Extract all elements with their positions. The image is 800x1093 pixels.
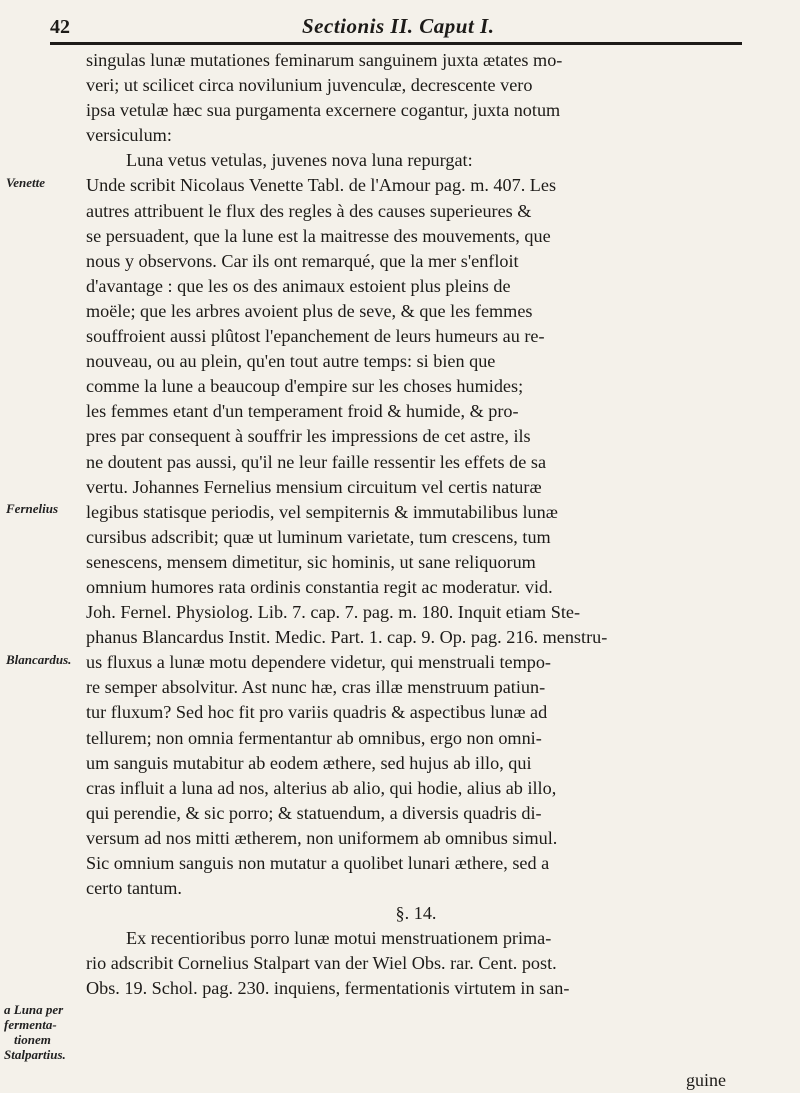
margin-note-blancardus: Blancardus.	[6, 652, 72, 667]
text-line: Sic omnium sanguis non mutatur a quolibet lunari æthere, sed a	[86, 853, 550, 873]
catchword: guine	[686, 1070, 726, 1090]
text-line: Obs. 19. Schol. pag. 230. inquiens, fermentationis virtutem in san-	[86, 978, 570, 999]
text-line: versiculum:	[86, 125, 172, 146]
text-line: phanus Blancardus Instit. Medic. Part. 1. cap. 9. Op. pag. 216. menstru-	[86, 627, 608, 648]
text-line: autres attribuent le flux des regles à des causes superieures &	[86, 200, 532, 221]
text-line: pres par consequent à souffrir les impressions de cet astre, ils	[86, 426, 531, 447]
text-line: rio adscribit Cornelius Stalpart van der Wiel Obs. rar. Cent. post.	[86, 953, 557, 974]
running-head: Sectionis II. Caput I.	[302, 14, 495, 38]
text-line: um sanguis mutabitur ab eodem æthere, sed hujus ab illo, qui	[86, 752, 532, 773]
text-line: comme la lune a beaucoup d'empire sur les choses humides;	[86, 376, 524, 397]
text-line: ipsa vetulæ hæc sua purgamenta excernere cogantur, juxta notum	[86, 100, 561, 121]
text-line: moële; que les arbres avoient plus de seve, & que les femmes	[86, 300, 533, 321]
text-line: re semper absolvitur. Ast nunc hæ, cras illæ menstruum patiun-	[86, 677, 546, 698]
text-line: vertu. Johannes Fernelius mensium circuitum vel certis naturæ	[86, 476, 542, 497]
text-line: ne doutent pas aussi, qu'il ne leur faille ressentir les effets de sa	[86, 451, 547, 472]
text-line: singulas lunæ mutationes feminarum sanguinem juxta ætates mo-	[86, 50, 563, 70]
margin-note-stalpart-2: fermenta-	[4, 1017, 57, 1032]
text-line: Unde scribit Nicolaus Venette Tabl. de l'Amour pag. m. 407. Les	[86, 175, 557, 196]
text-line: senescens, mensem dimetitur, sic hominis, ut sane reliquorum	[86, 551, 536, 572]
text-line: nouveau, ou au plein, qu'en tout autre temps: si bien que	[86, 351, 496, 372]
text-line: cras influit a luna ad nos, alterius ab alio, qui hodie, alius ab illo,	[86, 777, 557, 798]
text-line: versum ad nos mitti ætherem, non uniformem ab omnibus simul.	[86, 827, 558, 848]
margin-note-stalpart-1: a Luna per	[4, 1002, 64, 1017]
text-line: Luna vetus vetulas, juvenes nova luna repurgat:	[126, 150, 473, 171]
text-line: Joh. Fernel. Physiolog. Lib. 7. cap. 7. pag. m. 180. Inquit etiam Ste-	[86, 602, 581, 623]
text-line: d'avantage : que les os des animaux estoient plus pleins de	[86, 275, 511, 296]
text-line: tur fluxum? Sed hoc fit pro variis quadris & aspectibus lunæ ad	[86, 702, 548, 723]
text-line: §. 14.	[395, 903, 437, 924]
text-line: us fluxus a lunæ motu dependere videtur, qui menstruali tempo-	[86, 652, 551, 673]
text-line: omnium humores rata ordinis constantia regit ac moderatur. vid.	[86, 576, 553, 597]
margin-note-stalpart-4: Stalpartius.	[4, 1047, 66, 1062]
body-text	[86, 48, 746, 1002]
text-line: Ex recentioribus porro lunæ motui menstruationem prima-	[126, 928, 552, 949]
text-line: souffroient aussi plûtost l'epanchement de leurs humeurs au re-	[86, 326, 545, 347]
text-line: les femmes etant d'un temperament froid & humide, & pro-	[86, 401, 519, 422]
text-line: se persuadent, que la lune est la maitresse des mouvements, que	[86, 225, 551, 246]
text-line: cursibus adscribit; quæ ut luminum varietate, tum crescens, tum	[86, 526, 551, 547]
page-number: 42	[50, 16, 70, 38]
text-line: legibus statisque periodis, vel sempiternis & immutabilibus lunæ	[86, 501, 558, 522]
margin-note-fernelius: Fernelius	[6, 501, 59, 516]
margin-note-venette: Venette	[6, 175, 45, 190]
text-line: nous y observons. Car ils ont remarqué, que la mer s'enfloit	[86, 250, 519, 271]
text-line: veri; ut scilicet circa novilunium juvenculæ, decrescente vero	[86, 75, 533, 96]
header-rule	[50, 42, 742, 45]
text-line: qui perendie, & sic porro; & statuendum, a diversis quadris di-	[86, 802, 542, 823]
text-line: certo tantum.	[86, 878, 182, 899]
margin-note-stalpart-3: tionem	[14, 1032, 51, 1047]
text-line: tellurem; non omnia fermentantur ab omnibus, ergo non omni-	[86, 727, 542, 748]
